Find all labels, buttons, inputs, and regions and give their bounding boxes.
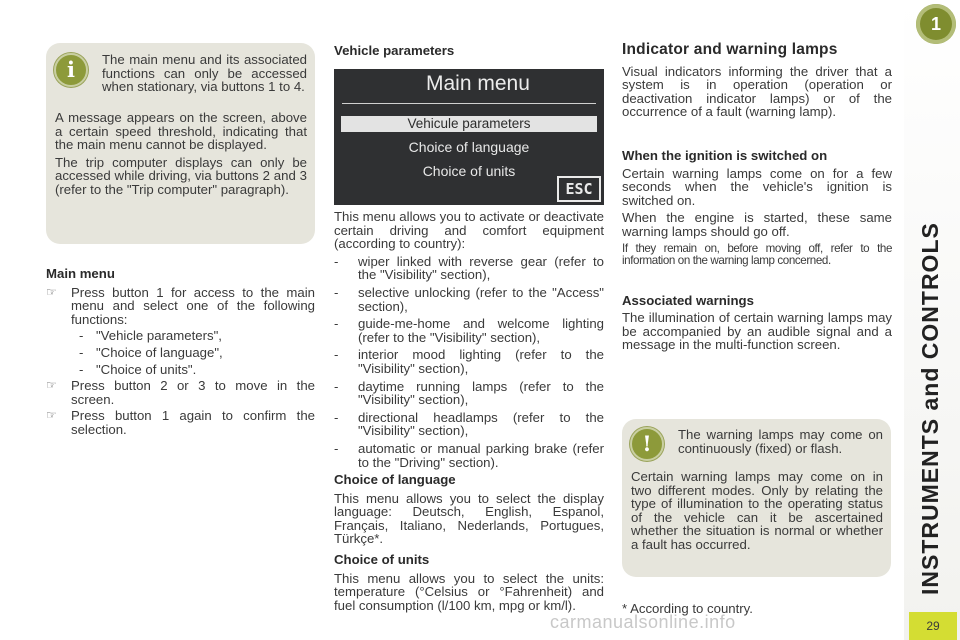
hand-pointer-icon: ☞ <box>46 408 57 423</box>
step-item <box>46 379 315 406</box>
step-text: Press button 1 again to confirm the selection. <box>71 408 315 437</box>
menu-option: "Choice of units". <box>96 361 197 377</box>
main-menu-section <box>46 267 315 440</box>
list-item: - "Choice of language", <box>79 344 223 360</box>
page-number: 29 <box>909 612 957 640</box>
screen-item: Choice of language <box>408 139 530 155</box>
vehicle-parameters-heading: Vehicle parameters <box>334 43 455 58</box>
menu-option: "Vehicle parameters", <box>96 328 222 344</box>
step-text: Press button 1 for access to the main menu and select one of the following functions: <box>71 284 315 327</box>
indicator-lamps-section <box>622 43 892 352</box>
list-item: - daytime running lamps (refer to the "Visibility" section), <box>334 378 604 408</box>
feature-text: guide-me-home and welcome lighting (refer to the "Visibility" section), <box>358 316 604 345</box>
main-menu-heading: Main menu <box>46 266 115 281</box>
info-note-intro: The main menu and its associated functions can only be accessed when stationary, via buttons 1 to 4. <box>102 52 307 95</box>
feature-text: automatic or manual parking brake (refer to the "Driving" section). <box>358 440 604 470</box>
hand-pointer-icon: ☞ <box>46 378 57 393</box>
list-item: - interior mood lighting (refer to the "Visibility" section), <box>334 347 604 376</box>
ignition-heading: When the ignition is switched on <box>622 147 828 163</box>
step-text: Press button 2 or 3 to move in the screen. <box>71 378 315 407</box>
list-item: - automatic or manual parking brake (refer to the "Driving" section). <box>334 440 604 470</box>
info-note-paragraph: The trip computer displays can only be accessed while driving, via buttons 2 and 3 (refer to the "Trip computer" paragraph). <box>55 154 307 197</box>
associated-warnings-heading: Associated warnings <box>622 292 754 308</box>
vehicle-parameters-section <box>334 210 604 612</box>
choice-of-language-heading: Choice of language <box>334 472 456 488</box>
choice-of-units-heading: Choice of units <box>334 552 430 568</box>
feature-text: selective unlocking (refer to the "Access" section), <box>358 284 604 314</box>
chapter-number-badge: 1 <box>916 4 956 44</box>
chapter-sidebar <box>904 0 960 640</box>
ignition-text: When the engine is started, these same warning lamps should go off. <box>622 210 892 239</box>
list-item: - wiper linked with reverse gear (refer to the "Visibility" section), <box>334 253 604 283</box>
list-item: - "Choice of units". <box>79 361 197 377</box>
warning-note-paragraph: Certain warning lamps may come on in two different modes. Only by relating the type of illumination to the operating status of the vehicle can it be ascertained whether the situation is normal or whether a fault has occurred. <box>631 469 883 552</box>
feature-text: directional headlamps (refer to the "Visibility" section), <box>358 409 604 439</box>
vehicle-feature-list <box>334 255 604 469</box>
list-item: - directional headlamps (refer to the "Visibility" section), <box>334 409 604 439</box>
screen-divider <box>342 103 596 104</box>
info-icon: i <box>54 53 88 87</box>
screen-item: Choice of units <box>422 163 516 179</box>
vehicle-intro: This menu allows you to activate or deactivate certain driving and comfort equipment (according to country): <box>334 209 604 252</box>
list-item: - selective unlocking (refer to the "Access" section), <box>334 284 604 314</box>
indicator-lamps-heading: Indicator and warning lamps <box>622 41 838 58</box>
warning-note-intro: The warning lamps may come on continuously (fixed) or flash. <box>678 427 883 456</box>
ignition-small-text: If they remain on, before moving off, refer to the information on the warning lamp concerned. <box>622 241 892 267</box>
choice-of-language-text: This menu allows you to select the display language: Deutsch, English, Espanol, Français, Italiano, Nederlands, Portugues, Türkçe*. <box>334 490 604 547</box>
menu-options-list <box>71 329 315 376</box>
associated-warnings-text: The illumination of certain warning lamps may be accompanied by an audible signal and a message in the multi-function screen. <box>622 310 892 353</box>
choice-of-units-text: This menu allows you to select the units: temperature (°Celsius or °Fahrenheit) and fuel consumption (l/100 km, mpg or km/l). <box>334 570 604 613</box>
info-note-paragraph: A message appears on the screen, above a certain speed threshold, indicating that the main menu cannot be displayed. <box>55 110 307 153</box>
menu-option: "Choice of language", <box>96 344 223 360</box>
watermark: carmanualsonline.info <box>550 612 736 632</box>
info-note-box <box>46 43 315 244</box>
list-item: - guide-me-home and welcome lighting (refer to the "Visibility" section), <box>334 316 604 345</box>
footnote: * According to country. <box>622 601 753 616</box>
step-item <box>46 409 315 436</box>
indicator-intro: Visual indicators informing the driver that a system is in operation (operation or deactivation indicator lamps) or of the occurrence of a fault (warning lamp). <box>622 63 892 120</box>
feature-text: wiper linked with reverse gear (refer to the "Visibility" section), <box>358 253 604 283</box>
list-item: - "Vehicle parameters", <box>79 328 222 344</box>
warning-note-box <box>622 419 891 577</box>
esc-label: ESC <box>557 176 601 202</box>
feature-text: daytime running lamps (refer to the "Visibility" section), <box>358 378 604 408</box>
screen-item-selected: Vehicule parameters <box>341 116 597 132</box>
chapter-title: INSTRUMENTS and CONTROLS <box>917 222 943 595</box>
screen-title: Main menu <box>426 72 530 95</box>
ignition-text: Certain warning lamps come on for a few seconds when the vehicle's ignition is switched on. <box>622 165 892 208</box>
exclamation-icon: ! <box>630 427 664 461</box>
hand-pointer-icon: ☞ <box>46 284 57 299</box>
main-menu-screen-illustration <box>334 69 604 205</box>
feature-text: interior mood lighting (refer to the "Visibility" section), <box>358 347 604 376</box>
step-item <box>46 286 315 377</box>
